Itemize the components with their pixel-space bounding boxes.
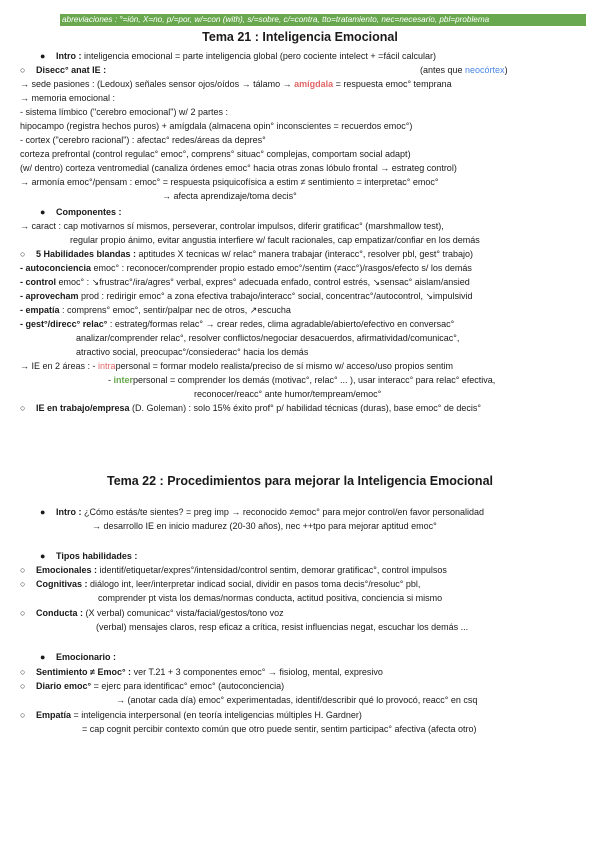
empatia-t22-line: Empatía = inteligencia interpersonal (en teoría inteligencias múltiples H. Gardner): [36, 710, 362, 720]
emocionario-heading: Emocionario :: [56, 652, 117, 662]
tema21-intro: Intro : inteligencia emocional = parte inteligencia global (pero cociente intelect + =fácil calcular): [56, 51, 436, 61]
componentes-heading: Componentes :: [56, 207, 122, 217]
hipocampo-line: hipocampo (registra hechos puros) + amígdala (almacena opin° inconscientes = recuerdos emoc°): [20, 121, 413, 131]
memoria-line: → memoria emocional :: [20, 93, 116, 103]
tipos-heading: Tipos habilidades :: [56, 551, 138, 561]
diario-line: Diario emoc° = ejerc para identificac° emoc° (autoconciencia): [36, 681, 285, 691]
aprovecham-line: - aprovecham prod : redirigir emoc° a zona efectiva trabajo/interacc° social, concentrac°/autocontrol, ↘impulsivid: [20, 291, 473, 301]
bullet-dot-icon: ●: [40, 51, 46, 61]
ventromedial-line: (w/ dentro) corteza ventromedial (canaliza órdenes emoc° hacia otras zonas lóbulo frontal → estrateg control): [20, 163, 457, 173]
interpersonal-line-2: reconocer/reacc° ante humor/tempream/emoc°: [194, 389, 382, 399]
prefrontal-line: corteza prefrontal (control regulac° emoc°, comprens° situac° complejas, comportam social adapt): [20, 149, 411, 159]
bullet-dot-icon: ●: [40, 652, 46, 662]
bullet-dot-icon: ●: [40, 551, 46, 561]
bullet-circle-icon: ○: [20, 681, 26, 691]
cognitivas-line: Cognitivas : diálogo int, leer/interpretar indicad social, dividir en pasos toma decis°/resoluc° pbl,: [36, 579, 421, 589]
bullet-circle-icon: ○: [20, 249, 26, 259]
sede-pasiones-line: → sede pasiones : (Ledoux) señales sensor ojos/oídos → tálamo → amígdala = respuesta emoc° temprana: [20, 79, 452, 89]
limbico-line: - sistema límbico ("cerebro emocional") w/ 2 partes :: [20, 107, 228, 117]
conducta-line-2: (verbal) mensajes claros, resp eficaz a crítica, resist influencias negat, escuchar los demás ...: [96, 622, 469, 632]
caract-line-2: regular propio ánimo, evitar angustia interfiere w/ facult racionales, cap empatizar/confiar en los demás: [70, 235, 480, 245]
diario-line-2: → (anotar cada día) emoc° experimentadas, identif/describir qué lo provocó, reacc° en csq: [116, 695, 478, 705]
cortex-line: - cortex ("cerebro racional") : afectac° redes/áreas da depres°: [20, 135, 266, 145]
empatia-t22-line-2: = cap cognit percibir contexto común que otro puede sentir, sentim participac° afectiva (afecta otro): [82, 724, 477, 734]
tema21-title: Tema 21 : Inteligencia Emocional: [202, 30, 398, 44]
tema22-title: Tema 22 : Procedimientos para mejorar la Inteligencia Emocional: [106, 474, 493, 488]
empatia-line: - empatía : comprens° emoc°, sentir/palpar nec de otros, ↗escucha: [20, 305, 291, 315]
bullet-dot-icon: ●: [40, 507, 46, 517]
disecc-heading: Disecc° anat IE :: [36, 65, 107, 75]
bullet-circle-icon: ○: [20, 65, 26, 75]
control-line: - control emoc° : ↘frustrac°/ira/agres° verbal, expres° adecuada enfado, control estrés, ↘sensac° aislam/ansied: [20, 277, 470, 287]
gestion-relac-line-3: atractivo social, preocupac°/consiederac° hacia los demás: [76, 347, 309, 357]
conducta-line: Conducta : (X verbal) comunicac° vista/facial/gestos/tono voz: [36, 608, 284, 618]
bullet-circle-icon: ○: [20, 403, 26, 413]
armonia-line: → armonía emoc°/pensam : emoc° = respuesta psiquicofísica a estim ≠ sentimiento = interpretac° emoc°: [20, 177, 439, 187]
disecc-note: (antes que neocórtex): [420, 65, 508, 75]
caract-line: → caract : cap motivarnos sí mismos, perseverar, controlar impulsos, diferir gratificac° (marshmallow test),: [20, 221, 444, 231]
tema22-intro-2: → desarrollo IE en inicio madurez (20-30 años), nec ++tpo para mejorar aptitud emoc°: [92, 521, 437, 531]
interpersonal-line: - interpersonal = comprender los demás (motivac°, relac° ... ), usar interacc° para relac° efectiva,: [108, 375, 496, 385]
autoconciencia-line: - autoconciencia emoc° : reconocer/comprender propio estado emoc°/sentim (≠acc°)/rasgos/efecto s/ los demás: [20, 263, 472, 273]
gestion-relac-line-2: analizar/comprender relac°, resolver conflictos/negociar desacuerdos, afirmatividad/comunicac°,: [76, 333, 460, 343]
bullet-dot-icon: ●: [40, 207, 46, 217]
bullet-circle-icon: ○: [20, 608, 26, 618]
afecta-line: → afecta aprendizaje/toma decis°: [162, 191, 297, 201]
emocionales-line: Emocionales : identif/etiquetar/expres°/intensidad/control sentim, demorar gratificac°, control impulsos: [36, 565, 447, 575]
sentimiento-line: Sentimiento ≠ Emoc° : ver T.21 + 3 componentes emoc° → fisiolog, mental, expresivo: [36, 667, 383, 677]
bullet-circle-icon: ○: [20, 667, 26, 677]
gestion-relac-line: - gest°/direcc° relac° : estrateg/formas relac° → crear redes, clima agradable/abierto/efectivo en conversac°: [20, 319, 455, 329]
cognitivas-line-2: comprender pt vista los demas/normas conducta, actitud positiva, conciencia si mismo: [98, 593, 443, 603]
bullet-circle-icon: ○: [20, 565, 26, 575]
tema22-intro: Intro : ¿Cómo estás/te sientes? = preg imp → reconocido ≠emoc° para mejor control/en favor personalidad: [56, 507, 484, 517]
bullet-circle-icon: ○: [20, 579, 26, 589]
abbreviations-banner: abreviaciones : °=ión, X=no, p/=por, w/=con (with), s/=sobre, c/=contra, tto=tratamiento, nec=necesario, pbl=problema: [60, 14, 586, 26]
habilidades-heading: 5 Habilidades blandas : aptitudes X tecnicas w/ relac° manera trabajar (interacc°, resolver pbl, gest° trabajo): [36, 249, 473, 259]
intrapersonal-line: → IE en 2 áreas : - intrapersonal = formar modelo realista/preciso de sí mismo w/ acceso/uso propios sentim: [20, 361, 453, 371]
bullet-circle-icon: ○: [20, 710, 26, 720]
trabajo-line: IE en trabajo/empresa (D. Goleman) : solo 15% éxito prof° p/ habilidad técnicas (duras), base emoc° de decis°: [36, 403, 482, 413]
